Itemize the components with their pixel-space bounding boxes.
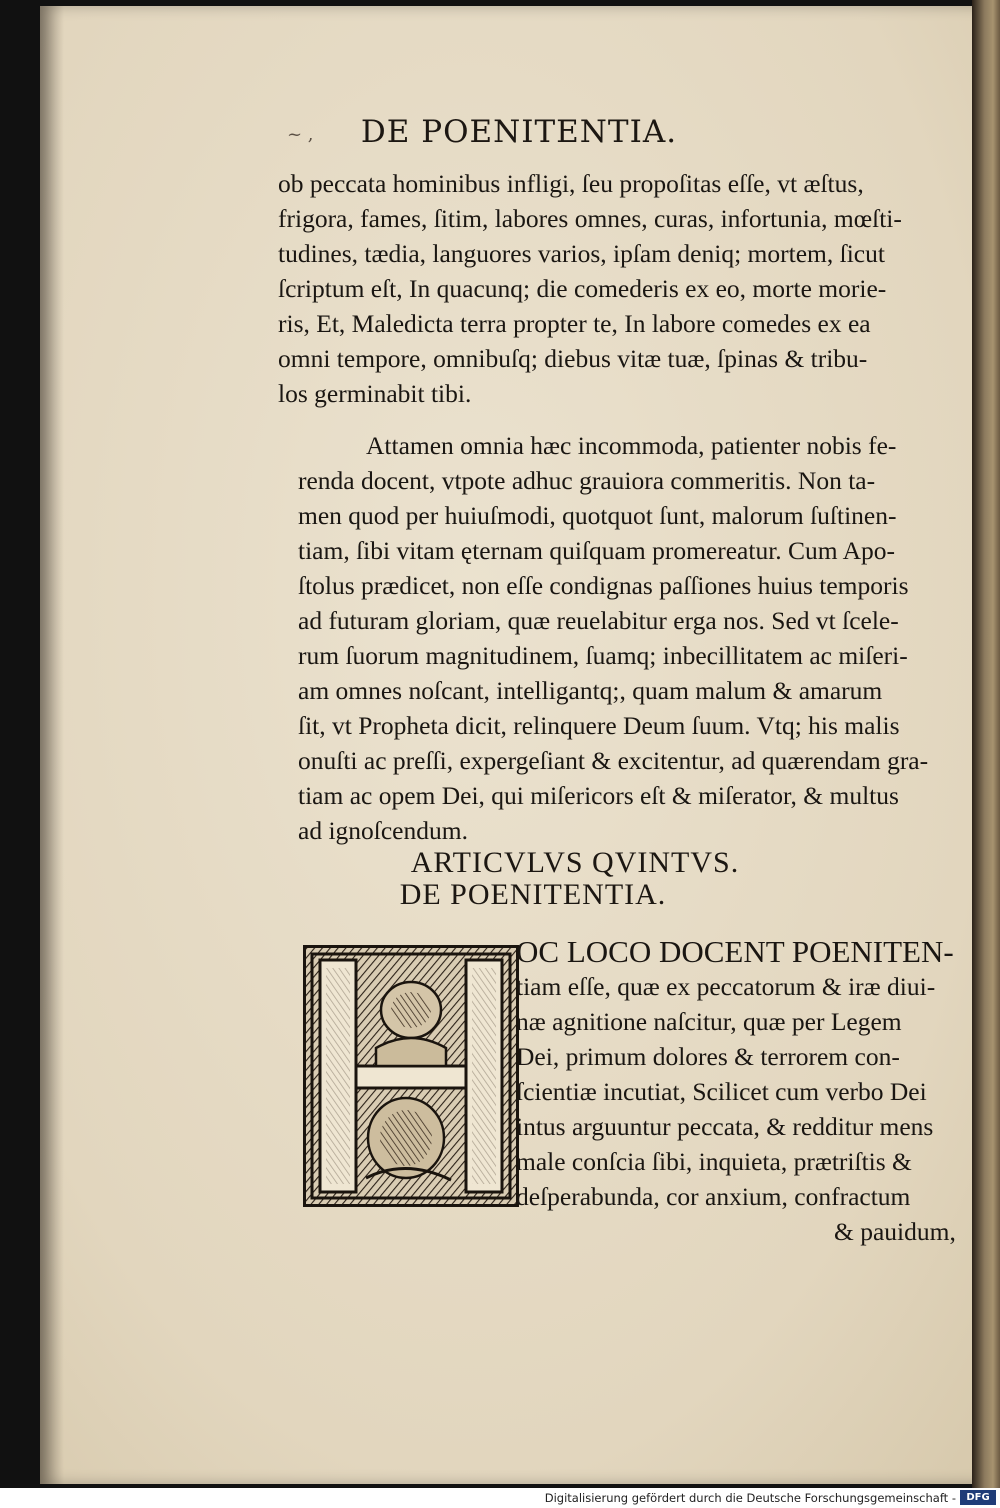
- woodcut-initial-icon: [306, 948, 516, 1204]
- text-line: ſcientiæ incutiat, Scilicet cum verbo Dei: [516, 1077, 927, 1106]
- article-heading: ARTICVLVS QVINTVS.: [410, 846, 740, 879]
- footer-bar: [0, 1488, 1000, 1508]
- paragraph-3: [516, 969, 976, 1249]
- text-line: tiam eſſe, quæ ex peccatorum & iræ diui-: [516, 972, 936, 1001]
- dfg-logo[interactable]: DFG: [960, 1490, 996, 1505]
- text-line: tudines, tædia, languores varios, ipſam deniq; mortem, ſicut: [278, 239, 885, 268]
- text-line: deſperabunda, cor anxium, confractum: [516, 1182, 911, 1211]
- text-line: men quod per huiuſmodi, quotquot ſunt, malorum ſuſtinen-: [298, 501, 897, 530]
- article-subheading: DE POENITENTIA.: [399, 878, 667, 911]
- text-line: omni tempore, omnibuſq; diebus vitæ tuæ, ſpinas & tribu-: [278, 344, 868, 373]
- paragraph-3-first-line: OC LOCO DOCENT POENITEN-: [516, 934, 954, 969]
- page-edge: [972, 0, 1000, 1488]
- text-line: frigora, fames, ſitim, labores omnes, curas, infortunia, mœſti-: [278, 204, 902, 233]
- book-page: [40, 6, 998, 1484]
- text-line: rum ſuorum magnitudinem, ſuamq; inbecillitatem ac miſeri-: [298, 641, 908, 670]
- text-line: & pauidum,: [834, 1217, 956, 1246]
- text-line: tiam ac opem Dei, qui miſericors eſt & miſerator, & multus: [298, 781, 899, 810]
- text-line: tiam, ſibi vitam ęternam quiſquam promereatur. Cum Apo-: [298, 536, 895, 565]
- text-line: ob peccata hominibus infligi, ſeu propoſitas eſſe, vt æſtus,: [278, 169, 864, 198]
- text-line: ad futuram gloriam, quæ reuelabitur erga nos. Sed vt ſcele-: [298, 606, 899, 635]
- text-line: ad ignoſcendum.: [298, 816, 468, 845]
- text-line: Dei, primum dolores & terrorem con-: [516, 1042, 900, 1071]
- running-title: DE POENITENTIA.: [360, 114, 678, 150]
- funding-notice: Digitalisierung gefördert durch die Deutsche Forschungsgemeinschaft -: [544, 1491, 956, 1505]
- text-line: male conſcia ſibi, inquieta, prætriſtis &: [516, 1147, 912, 1176]
- text-line: næ agnitione naſcitur, quæ per Legem: [516, 1007, 902, 1036]
- text-line: ſtolus prædicet, non eſſe condignas paſſiones huius temporis: [298, 571, 909, 600]
- text-line: am omnes noſcant, intelligantq;, quam malum & amarum: [298, 676, 883, 705]
- text-line: ris, Et, Maledicta terra propter te, In labore comedes ex ea: [278, 309, 871, 338]
- text-line: Attamen omnia hæc incommoda, patienter nobis fe-: [366, 431, 897, 460]
- text-line: onuſti ac preſſi, expergeſiant & excitentur, ad quærendam gra-: [298, 746, 929, 775]
- text-line: ſit, vt Propheta dicit, relinquere Deum ſuum. Vtq; his malis: [298, 711, 900, 740]
- text-line: renda docent, vtpote adhuc grauiora commeritis. Non ta-: [298, 466, 876, 495]
- paragraph-2: [298, 428, 968, 848]
- text-line: los germinabit tibi.: [278, 379, 472, 408]
- text-line: intus arguuntur peccata, & redditur mens: [516, 1112, 934, 1141]
- page-gutter-shadow: [40, 6, 64, 1484]
- header-mark: ~ ,: [287, 124, 314, 145]
- paragraph-1: [278, 166, 968, 411]
- text-line: ſcriptum eſt, In quacunq; die comederis ex eo, morte morie-: [278, 274, 887, 303]
- decorated-initial-h: [303, 945, 519, 1207]
